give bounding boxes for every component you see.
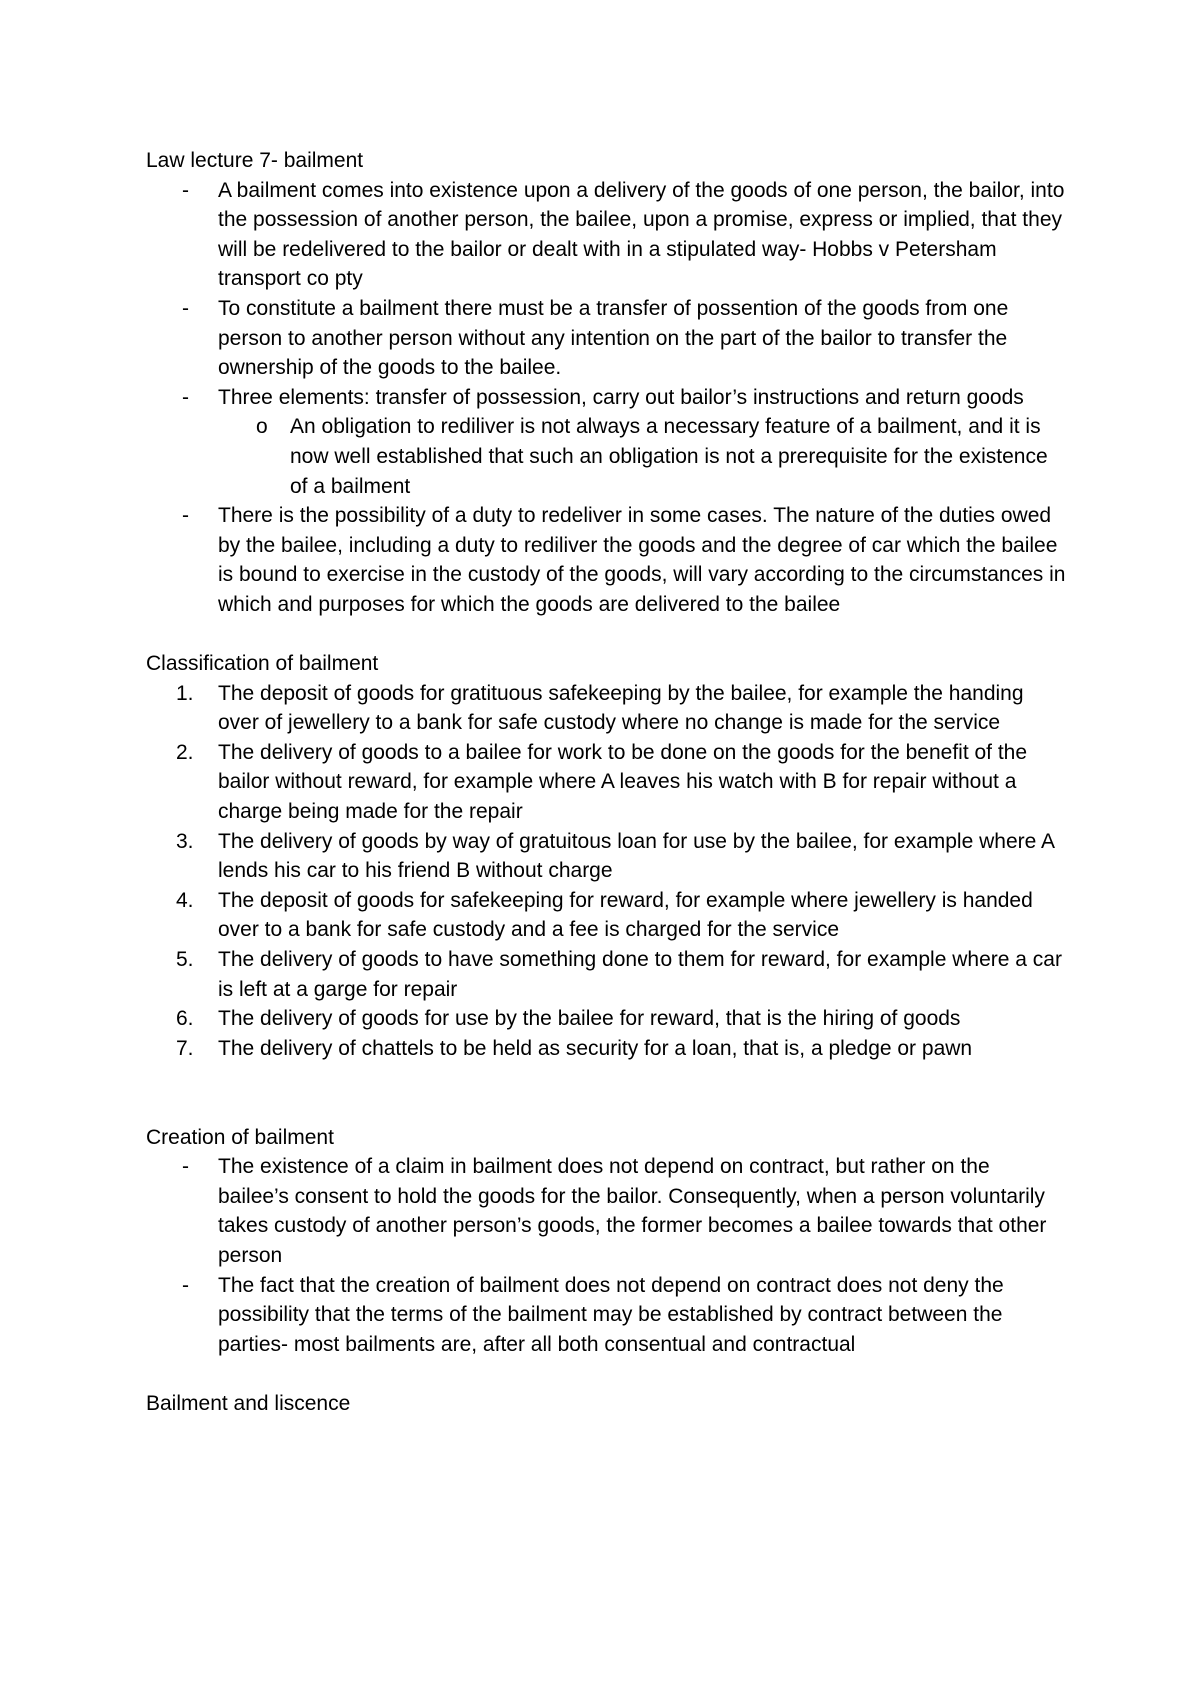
heading-classification: Classification of bailment	[146, 652, 379, 676]
sub-list-item-text: An obligation to rediliver is not always a necessary feature of a bailment, and it is now well established that such an obligation is not a prerequisite for the existence of a bailment	[290, 415, 1048, 498]
list-item-text: The delivery of goods by way of gratuitous loan for use by the bailee, for example where A lends his car to his friend B without charge	[218, 829, 1054, 883]
list-item	[146, 1271, 1066, 1360]
dash-bullet: -	[182, 504, 189, 528]
list-item-text: The delivery of chattels to be held as security for a loan, that is, a pledge or pawn	[218, 1036, 973, 1060]
list-item-text: The delivery of goods for use by the bailee for reward, that is the hiring of goods	[218, 1007, 961, 1031]
list-item	[146, 827, 1066, 886]
document-page	[146, 146, 1066, 1419]
heading-creation: Creation of bailment	[146, 1125, 334, 1149]
item-number: 2.	[176, 740, 194, 764]
list-item-text: To constitute a bailment there must be a transfer of possention of the goods from one person to another person without any intention on the part of the bailor to transfer the ownership of the goods to the bailee.	[218, 296, 1009, 380]
list-item	[146, 738, 1066, 827]
list-item-text: The delivery of goods to a bailee for work to be done on the goods for the benefit of the bailor without reward, for example where A leaves his watch with B for repair without a charge being made for the repair	[218, 740, 1028, 824]
circle-bullet: o	[256, 415, 268, 439]
list-item	[146, 383, 1066, 501]
numbered-list-classification	[146, 679, 1066, 1064]
list-item	[146, 1004, 1066, 1034]
list-item-text: A bailment comes into existence upon a delivery of the goods of one person, the bailor, into the possession of another person, the bailee, upon a promise, express or implied, that they will be redelivered to the bailor or dealt with in a stipulated way- Hobbs v Petersham transport co pty	[218, 178, 1065, 291]
sub-list-item	[146, 412, 1066, 501]
list-item-text: The deposit of goods for safekeeping for reward, for example where jewellery is handed over to a bank for safe custody and a fee is charged for the service	[218, 888, 1033, 942]
dash-bullet: -	[182, 178, 189, 202]
bullet-list-bailment	[146, 176, 1066, 620]
list-item-text: The delivery of goods to have something done to them for reward, for example where a car is left at a garge for repair	[218, 948, 1062, 1001]
item-number: 4.	[176, 888, 194, 912]
dash-bullet: -	[182, 1273, 189, 1297]
spacer	[146, 620, 1066, 650]
item-number: 5.	[176, 948, 194, 972]
dash-bullet: -	[182, 1155, 189, 1179]
sub-bullet-list	[218, 412, 1066, 501]
heading-law-lecture: Law lecture 7- bailment	[146, 149, 364, 172]
bullet-list-creation	[146, 1152, 1066, 1359]
list-item-text: There is the possibility of a duty to redeliver in some cases. The nature of the duties owed by the bailee, including a duty to rediliver the goods and the degree of car which the bailee is bound to exercise in the custody of the goods, will vary according to the circumstances in which and purposes for which the goods are delivered to the bailee	[218, 504, 1066, 616]
list-item	[146, 1152, 1066, 1270]
item-number: 1.	[176, 681, 194, 705]
list-item	[146, 945, 1066, 1004]
spacer	[146, 1063, 1066, 1122]
item-number: 6.	[176, 1007, 194, 1031]
list-item-text: The existence of a claim in bailment does not depend on contract, but rather on the bailee’s consent to hold the goods for the bailor. Consequently, when a person voluntarily takes custody of another person’s goods, the former becomes a bailee towards that other person	[218, 1155, 1047, 1267]
list-item-text: Three elements: transfer of possession, carry out bailor’s instructions and return goods	[218, 385, 1024, 409]
list-item	[146, 679, 1066, 738]
list-item	[146, 886, 1066, 945]
item-number: 7.	[176, 1036, 194, 1060]
heading-liscence: Bailment and liscence	[146, 1391, 351, 1415]
item-number: 3.	[176, 829, 194, 853]
list-item	[146, 1034, 1066, 1064]
dash-bullet: -	[182, 296, 189, 320]
spacer	[146, 1359, 1066, 1389]
list-item	[146, 176, 1066, 294]
list-item-text: The fact that the creation of bailment does not depend on contract does not deny the possibility that the terms of the bailment may be established by contract between the parties- most bailments are, after all both consentual and contractual	[218, 1273, 1004, 1356]
list-item	[146, 501, 1066, 619]
list-item-text: The deposit of goods for gratituous safekeeping by the bailee, for example the handing over of jewellery to a bank for safe custody where no change is made for the service	[218, 681, 1024, 735]
list-item	[146, 294, 1066, 383]
dash-bullet: -	[182, 385, 189, 409]
